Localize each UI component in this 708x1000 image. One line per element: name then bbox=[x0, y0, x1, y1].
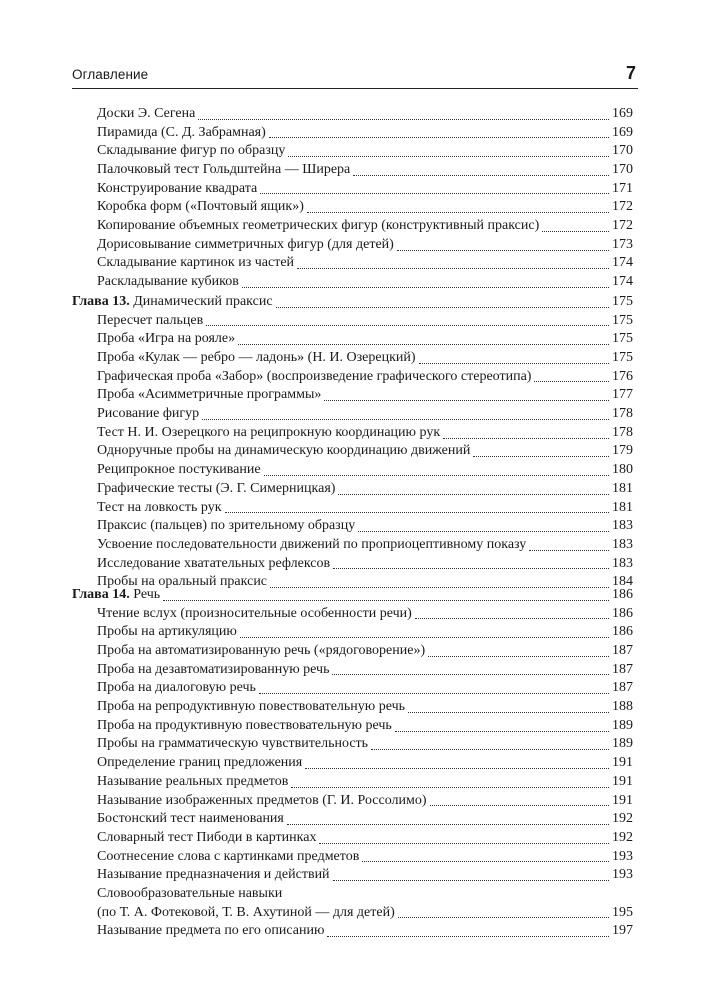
toc-entry[interactable] bbox=[72, 142, 633, 161]
toc-entry[interactable] bbox=[72, 480, 633, 499]
toc-page: 175 bbox=[612, 312, 633, 328]
toc-page: 173 bbox=[612, 236, 633, 252]
toc-label: Называние изображенных предметов (Г. И. Россолимо) bbox=[97, 792, 427, 808]
toc-page: 186 bbox=[612, 605, 633, 621]
chapter-heading[interactable] bbox=[72, 293, 633, 312]
toc-label: Конструирование квадрата bbox=[97, 180, 258, 196]
leader-dots bbox=[202, 418, 609, 420]
toc-page: 186 bbox=[612, 586, 633, 602]
chapter-13 bbox=[72, 293, 633, 592]
toc-entry[interactable] bbox=[72, 386, 633, 405]
toc-entry[interactable] bbox=[72, 180, 633, 199]
toc-entry[interactable] bbox=[72, 661, 633, 680]
leader-dots bbox=[333, 567, 609, 569]
toc-label: Определение границ предложения bbox=[97, 755, 303, 771]
toc-entry[interactable] bbox=[72, 736, 633, 755]
toc-page: 191 bbox=[612, 755, 633, 771]
toc-page: 170 bbox=[612, 162, 633, 178]
toc-page: 169 bbox=[612, 124, 633, 140]
toc-entry[interactable] bbox=[72, 105, 633, 124]
toc-entry[interactable] bbox=[72, 922, 633, 941]
toc-page: 175 bbox=[612, 293, 633, 309]
toc-page: 181 bbox=[612, 480, 633, 496]
toc-label: Доски Э. Сегена bbox=[97, 105, 196, 121]
toc-label: Называние предназначения и действий bbox=[97, 867, 330, 883]
leader-dots bbox=[338, 493, 609, 495]
toc-label: Проба «Игра на рояле» bbox=[97, 331, 236, 347]
toc-entry[interactable] bbox=[72, 198, 633, 217]
toc-entry[interactable] bbox=[72, 717, 633, 736]
chapter-number: Глава 13. bbox=[72, 293, 130, 309]
leader-dots bbox=[371, 748, 609, 750]
toc-page: 192 bbox=[612, 811, 633, 827]
leader-dots bbox=[542, 230, 609, 232]
running-header-title: Оглавление bbox=[72, 67, 149, 82]
toc-entry[interactable] bbox=[72, 517, 633, 536]
toc-page: 183 bbox=[612, 536, 633, 552]
toc-entry[interactable] bbox=[72, 217, 633, 236]
toc-page: 175 bbox=[612, 331, 633, 347]
leader-dots bbox=[419, 362, 609, 364]
toc-page: 174 bbox=[612, 274, 633, 290]
toc-entry[interactable] bbox=[72, 312, 633, 331]
toc-entry[interactable] bbox=[72, 605, 633, 624]
toc-page: 188 bbox=[612, 699, 633, 715]
toc-label: Словарный тест Пибоди в картинках bbox=[97, 829, 317, 845]
leader-dots bbox=[264, 474, 609, 476]
leader-dots bbox=[358, 530, 609, 532]
toc-label: Проба «Асимметричные программы» bbox=[97, 387, 322, 403]
toc-page: 192 bbox=[612, 829, 633, 845]
toc-label: Копирование объемных геометрических фигур (конструктивный праксис) bbox=[97, 218, 540, 234]
leader-dots bbox=[260, 192, 609, 194]
leader-dots bbox=[534, 380, 609, 382]
leader-dots bbox=[238, 343, 609, 345]
toc-label: (по Т. А. Фотековой, Т. В. Ахутиной — для детей) bbox=[97, 904, 395, 920]
toc-entry[interactable] bbox=[72, 368, 633, 387]
leader-dots bbox=[269, 136, 609, 138]
leader-dots bbox=[287, 823, 609, 825]
toc-label: Палочковый тест Гольдштейна — Ширера bbox=[97, 162, 351, 178]
chapter-title: Речь bbox=[129, 586, 161, 602]
toc-entry[interactable] bbox=[72, 273, 633, 292]
toc-label: Пробы на оральный праксис bbox=[97, 574, 268, 590]
toc-entry[interactable] bbox=[72, 829, 633, 848]
leader-dots bbox=[305, 767, 609, 769]
leader-dots bbox=[529, 549, 609, 551]
leader-dots bbox=[327, 935, 609, 937]
toc-entry[interactable] bbox=[72, 124, 633, 143]
page-number: 7 bbox=[625, 63, 636, 83]
leader-dots bbox=[362, 860, 609, 862]
toc-label: Называние предмета по его описанию bbox=[97, 923, 325, 939]
chapter-14 bbox=[72, 586, 633, 941]
toc-label: Раскладывание кубиков bbox=[97, 274, 239, 290]
leader-dots bbox=[291, 786, 609, 788]
toc-block-continued bbox=[72, 105, 633, 292]
toc-entry[interactable] bbox=[72, 499, 633, 518]
toc-page: 193 bbox=[612, 848, 633, 864]
leader-dots bbox=[163, 599, 609, 601]
leader-dots bbox=[242, 286, 609, 288]
toc-label: Одноручные пробы на динамическую координацию движений bbox=[97, 443, 471, 459]
toc-label: Чтение вслух (произносительные особенности речи) bbox=[97, 605, 412, 621]
toc-entry[interactable] bbox=[72, 792, 633, 811]
chapter-number: Глава 14. bbox=[72, 586, 130, 602]
leader-dots bbox=[443, 437, 609, 439]
toc-entry[interactable] bbox=[72, 642, 633, 661]
toc-label: Складывание картинок из частей bbox=[97, 255, 295, 271]
toc-entry[interactable] bbox=[72, 555, 633, 574]
toc-page: 176 bbox=[612, 368, 633, 384]
chapter-heading[interactable] bbox=[72, 586, 633, 605]
toc-page: 178 bbox=[612, 406, 633, 422]
leader-dots bbox=[415, 617, 609, 619]
toc-label: Проба на диалоговую речь bbox=[97, 680, 256, 696]
toc-page: 189 bbox=[612, 717, 633, 733]
toc-entry[interactable] bbox=[72, 679, 633, 698]
leader-dots bbox=[428, 655, 609, 657]
toc-page: 183 bbox=[612, 518, 633, 534]
toc-entry[interactable] bbox=[72, 443, 633, 462]
leader-dots bbox=[240, 636, 609, 638]
chapter-title: Динамический праксис bbox=[129, 293, 273, 309]
toc-entry[interactable] bbox=[72, 161, 633, 180]
leader-dots bbox=[353, 174, 609, 176]
toc-page: 183 bbox=[612, 555, 633, 571]
leader-dots bbox=[297, 267, 609, 269]
leader-dots bbox=[198, 118, 609, 120]
toc-label: Пирамида (С. Д. Забрамная) bbox=[97, 124, 266, 140]
toc-page: 178 bbox=[612, 424, 633, 440]
toc-page: 197 bbox=[612, 923, 633, 939]
leader-dots bbox=[397, 249, 609, 251]
leader-dots bbox=[332, 673, 609, 675]
leader-dots bbox=[225, 511, 610, 513]
toc-entry[interactable] bbox=[72, 236, 633, 255]
toc-page: 179 bbox=[612, 443, 633, 459]
toc-label: Тест Н. И. Озерецкого на реципрокную координацию рук bbox=[97, 424, 441, 440]
toc-page: 187 bbox=[612, 661, 633, 677]
toc-label: Тест на ловкость рук bbox=[97, 499, 222, 515]
toc-page: 195 bbox=[612, 904, 633, 920]
toc-label: Праксис (пальцев) по зрительному образцу bbox=[97, 518, 356, 534]
running-header bbox=[72, 60, 638, 89]
toc-page: 186 bbox=[612, 624, 633, 640]
toc-page: 187 bbox=[612, 680, 633, 696]
toc-entry[interactable] bbox=[72, 623, 633, 642]
toc-entry[interactable] bbox=[72, 754, 633, 773]
toc-label: Коробка форм («Почтовый ящик») bbox=[97, 199, 304, 215]
toc-entry[interactable] bbox=[72, 848, 633, 867]
toc-page: 172 bbox=[612, 199, 633, 215]
toc-page: 181 bbox=[612, 499, 633, 515]
leader-dots bbox=[324, 399, 609, 401]
toc-entry[interactable] bbox=[72, 810, 633, 829]
toc-page: 191 bbox=[612, 792, 633, 808]
toc-label: Усвоение последовательности движений по проприоцептивному показу bbox=[97, 536, 527, 552]
toc-page: 177 bbox=[612, 387, 633, 403]
leader-dots bbox=[333, 879, 609, 881]
toc-label: Реципрокное постукивание bbox=[97, 462, 261, 478]
toc-entry[interactable] bbox=[72, 536, 633, 555]
toc-label: Пробы на грамматическую чувствительность bbox=[97, 736, 369, 752]
toc-page: 169 bbox=[612, 105, 633, 121]
toc-entry[interactable] bbox=[72, 461, 633, 480]
toc-entry[interactable] bbox=[72, 866, 633, 885]
leader-dots bbox=[430, 804, 609, 806]
toc-entry[interactable] bbox=[72, 405, 633, 424]
leader-dots bbox=[408, 711, 609, 713]
leader-dots bbox=[307, 211, 609, 213]
toc-page: 189 bbox=[612, 736, 633, 752]
toc-label bbox=[72, 586, 160, 605]
toc-label: Складывание фигур по образцу bbox=[97, 143, 286, 159]
toc-label: Проба на репродуктивную повествовательную речь bbox=[97, 699, 406, 715]
toc-label: Проба «Кулак — ребро — ладонь» (Н. И. Озерецкий) bbox=[97, 350, 416, 366]
toc-page: 171 bbox=[612, 180, 633, 196]
leader-dots bbox=[319, 842, 609, 844]
leader-dots bbox=[259, 692, 609, 694]
toc-entry[interactable] bbox=[72, 698, 633, 717]
toc-page: 191 bbox=[612, 773, 633, 789]
toc-entry-multiline-last[interactable] bbox=[72, 904, 633, 923]
toc-label: Исследование хватательных рефлексов bbox=[97, 555, 331, 571]
leader-dots bbox=[473, 455, 609, 457]
toc-page: 175 bbox=[612, 350, 633, 366]
leader-dots bbox=[395, 730, 609, 732]
leader-dots bbox=[206, 324, 609, 326]
toc-label bbox=[72, 293, 273, 312]
toc-label: Проба на автоматизированную речь («рядоговорение») bbox=[97, 643, 426, 659]
toc-entry[interactable] bbox=[72, 424, 633, 443]
toc-label: Называние реальных предметов bbox=[97, 773, 289, 789]
toc-label: Соотнесение слова с картинками предметов bbox=[97, 848, 360, 864]
toc-label: Пробы на артикуляцию bbox=[97, 624, 237, 640]
leader-dots bbox=[276, 306, 609, 308]
toc-entry[interactable] bbox=[72, 773, 633, 792]
toc-label: Графические тесты (Э. Г. Симерницкая) bbox=[97, 480, 336, 496]
toc-label: Графическая проба «Забор» (воспроизведение графического стереотипа) bbox=[97, 368, 532, 384]
toc-page: 170 bbox=[612, 143, 633, 159]
toc-entry[interactable] bbox=[72, 349, 633, 368]
toc-page: 193 bbox=[612, 867, 633, 883]
toc-page: 187 bbox=[612, 643, 633, 659]
toc-label: Рисование фигур bbox=[97, 406, 200, 422]
toc-page: 180 bbox=[612, 462, 633, 478]
toc-entry-multiline-first[interactable]: Словообразовательные навыки bbox=[97, 886, 283, 901]
toc-label: Проба на продуктивную повествовательную речь bbox=[97, 717, 392, 733]
toc-page: 172 bbox=[612, 218, 633, 234]
toc-label: Проба на дезавтоматизированную речь bbox=[97, 661, 330, 677]
toc-label: Дорисовывание симметричных фигур (для детей) bbox=[97, 236, 394, 252]
toc-label: Пересчет пальцев bbox=[97, 312, 204, 328]
leader-dots bbox=[398, 916, 609, 918]
toc-entry[interactable] bbox=[72, 255, 633, 274]
toc-label: Бостонский тест наименования bbox=[97, 811, 284, 827]
toc-page: 184 bbox=[612, 574, 633, 590]
toc-entry[interactable] bbox=[72, 330, 633, 349]
toc-page: 174 bbox=[612, 255, 633, 271]
leader-dots bbox=[288, 155, 609, 157]
